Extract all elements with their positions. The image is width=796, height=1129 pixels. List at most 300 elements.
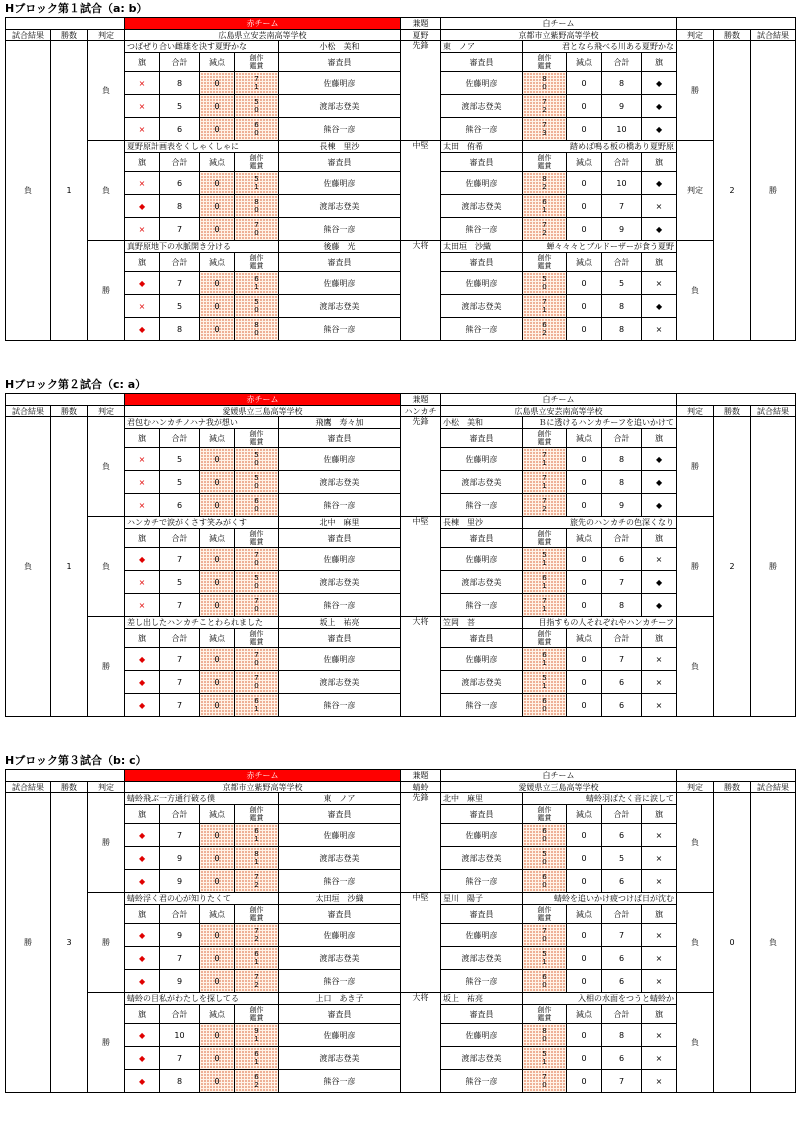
red-appreciation: 2 xyxy=(254,935,259,943)
red-total: 10 xyxy=(160,1024,200,1047)
result-label: 試合結果 xyxy=(6,782,51,793)
white-bout-judge: 負 xyxy=(677,793,714,893)
judge-name: 熊谷一彦 xyxy=(279,218,401,241)
deduct-label: 減点 xyxy=(200,629,235,648)
red-deduct: 0 xyxy=(200,1047,235,1070)
red-appreciation: 0 xyxy=(254,659,259,667)
white-flag-mark: × xyxy=(642,847,677,870)
judge-name: 渡部志登美 xyxy=(279,671,401,694)
white-appreciation: 0 xyxy=(542,1035,547,1043)
red-creation-appreciation xyxy=(235,95,279,118)
red-creation: 7 xyxy=(254,973,259,981)
red-haiku: 君包むハンカチノハナ我が想い xyxy=(125,417,279,429)
match-1 xyxy=(5,2,790,341)
red-player-name: 太田垣 沙織 xyxy=(279,893,401,905)
red-creation: 5 xyxy=(254,175,259,183)
judge-name: 熊谷一彦 xyxy=(441,494,523,517)
white-flag-mark: ◆ xyxy=(642,72,677,95)
white-creation-appreciation xyxy=(523,318,567,341)
red-deduct: 0 xyxy=(200,95,235,118)
white-deduct: 0 xyxy=(567,870,602,893)
red-flag-mark: ◆ xyxy=(125,1070,160,1093)
red-deduct: 0 xyxy=(200,295,235,318)
flag-label: 旗 xyxy=(125,529,160,548)
red-haiku: 蜻蛉浮く君の心が知りたくて xyxy=(125,893,279,905)
flag-label: 旗 xyxy=(642,905,677,924)
appreciation-label: 鑑賞 xyxy=(537,262,552,270)
creation-appreciation-label xyxy=(523,529,567,548)
white-appreciation: 0 xyxy=(542,881,547,889)
white-creation: 7 xyxy=(542,98,547,106)
creation-label: 創作 xyxy=(537,1006,552,1014)
white-creation: 6 xyxy=(542,873,547,881)
flag-label: 旗 xyxy=(642,153,677,172)
white-total: 10 xyxy=(602,172,642,195)
white-deduct: 0 xyxy=(567,172,602,195)
white-appreciation: 1 xyxy=(542,659,547,667)
creation-appreciation-label xyxy=(523,253,567,272)
red-creation: 8 xyxy=(254,850,259,858)
red-total: 7 xyxy=(160,694,200,717)
red-deduct: 0 xyxy=(200,671,235,694)
flag-label: 旗 xyxy=(125,629,160,648)
appreciation-label: 鑑賞 xyxy=(537,62,552,70)
judge-label: 判定 xyxy=(677,782,714,793)
red-match-result: 勝 xyxy=(6,793,51,1093)
appreciation-label: 鑑賞 xyxy=(537,814,552,822)
wins-label: 勝数 xyxy=(714,406,751,417)
judge-name: 熊谷一彦 xyxy=(279,1070,401,1093)
white-flag-mark: × xyxy=(642,824,677,847)
red-total: 7 xyxy=(160,272,200,295)
appreciation-label: 鑑賞 xyxy=(537,162,552,170)
white-creation: 6 xyxy=(542,827,547,835)
white-flag-mark: × xyxy=(642,195,677,218)
red-haiku: 真野原地下の水脈開き分ける xyxy=(125,241,279,253)
judge-name: 佐藤明彦 xyxy=(279,648,401,671)
red-bout-judge: 勝 xyxy=(88,617,125,717)
white-player-name: 太田 侑希 xyxy=(441,141,523,153)
match-title: Hブロック第３試合（b: c） xyxy=(5,754,147,767)
total-label: 合計 xyxy=(602,53,642,72)
white-appreciation: 0 xyxy=(542,835,547,843)
white-match-result: 負 xyxy=(751,793,796,1093)
deduct-label: 減点 xyxy=(200,153,235,172)
appreciation-label: 鑑賞 xyxy=(249,438,264,446)
deduct-label: 減点 xyxy=(200,805,235,824)
deduct-label: 減点 xyxy=(200,429,235,448)
appreciation-label: 鑑賞 xyxy=(537,638,552,646)
white-creation: 8 xyxy=(542,1027,547,1035)
theme-value: 夏野 xyxy=(401,30,441,41)
deduct-label: 減点 xyxy=(200,53,235,72)
red-bout-judge: 勝 xyxy=(88,793,125,893)
white-player-name: 東 ノア xyxy=(441,41,523,53)
red-deduct: 0 xyxy=(200,118,235,141)
judge-label: 判定 xyxy=(88,782,125,793)
total-label: 合計 xyxy=(160,1005,200,1024)
judges-label: 審査員 xyxy=(441,905,523,924)
red-total: 9 xyxy=(160,970,200,993)
flag-label: 旗 xyxy=(642,1005,677,1024)
white-bout-judge: 勝 xyxy=(677,417,714,517)
red-deduct: 0 xyxy=(200,272,235,295)
white-creation: 7 xyxy=(542,1073,547,1081)
judge-name: 熊谷一彦 xyxy=(441,318,523,341)
judges-label: 審査員 xyxy=(279,53,401,72)
creation-label: 創作 xyxy=(537,254,552,262)
red-flag-mark: ◆ xyxy=(125,318,160,341)
white-player-name: 小松 美和 xyxy=(441,417,523,429)
red-deduct: 0 xyxy=(200,448,235,471)
deduct-label: 減点 xyxy=(567,153,602,172)
bout-position: 大将 xyxy=(401,617,441,717)
creation-label: 創作 xyxy=(537,630,552,638)
judge-name: 熊谷一彦 xyxy=(441,118,523,141)
creation-appreciation-label xyxy=(523,905,567,924)
red-player-name: 北中 麻里 xyxy=(279,517,401,529)
white-total: 7 xyxy=(602,648,642,671)
white-creation-appreciation xyxy=(523,924,567,947)
judges-label: 審査員 xyxy=(279,905,401,924)
red-flag-mark: ◆ xyxy=(125,824,160,847)
red-deduct: 0 xyxy=(200,1024,235,1047)
white-deduct: 0 xyxy=(567,295,602,318)
red-total: 8 xyxy=(160,72,200,95)
red-appreciation: 0 xyxy=(254,306,259,314)
red-flag-mark: ◆ xyxy=(125,924,160,947)
bout-haiku-row xyxy=(6,893,796,905)
white-total: 8 xyxy=(602,594,642,617)
flag-label: 旗 xyxy=(125,253,160,272)
judges-label: 審査員 xyxy=(441,529,523,548)
bout-position: 先鋒 xyxy=(401,793,441,893)
white-haiku: 入相の水面をつうと蜻蛉か xyxy=(523,993,677,1005)
red-total: 8 xyxy=(160,1070,200,1093)
white-flag-mark: × xyxy=(642,870,677,893)
white-appreciation: 0 xyxy=(542,705,547,713)
white-player-name: 長棟 里沙 xyxy=(441,517,523,529)
judge-name: 熊谷一彦 xyxy=(279,118,401,141)
judges-label: 審査員 xyxy=(441,1005,523,1024)
judge-name: 佐藤明彦 xyxy=(441,548,523,571)
red-player-name: 東 ノア xyxy=(279,793,401,805)
judge-name: 渡部志登美 xyxy=(279,571,401,594)
white-appreciation: 2 xyxy=(542,329,547,337)
red-appreciation: 1 xyxy=(254,835,259,843)
red-deduct: 0 xyxy=(200,870,235,893)
white-total: 8 xyxy=(602,448,642,471)
appreciation-label: 鑑賞 xyxy=(537,538,552,546)
red-total: 9 xyxy=(160,924,200,947)
result-label: 試合結果 xyxy=(751,406,796,417)
white-bout-judge: 勝 xyxy=(677,517,714,617)
white-creation: 6 xyxy=(542,651,547,659)
red-creation-appreciation xyxy=(235,72,279,95)
judge-name: 佐藤明彦 xyxy=(441,924,523,947)
red-flag-mark: × xyxy=(125,494,160,517)
white-haiku: 蜻蛉を追いかけ疲つけば日が沈む xyxy=(523,893,677,905)
deduct-label: 減点 xyxy=(200,905,235,924)
red-creation: 6 xyxy=(254,1073,259,1081)
white-flag-mark: × xyxy=(642,694,677,717)
red-flag-mark: × xyxy=(125,72,160,95)
red-creation-appreciation xyxy=(235,318,279,341)
white-creation: 5 xyxy=(542,275,547,283)
red-player-name: 坂上 祐亮 xyxy=(279,617,401,629)
red-appreciation: 1 xyxy=(254,83,259,91)
red-appreciation: 0 xyxy=(254,682,259,690)
white-creation-appreciation xyxy=(523,671,567,694)
white-bout-judge: 判定 xyxy=(677,141,714,241)
wins-label: 勝数 xyxy=(714,30,751,41)
white-creation-appreciation xyxy=(523,870,567,893)
result-label: 試合結果 xyxy=(6,30,51,41)
red-creation-appreciation xyxy=(235,295,279,318)
red-total: 9 xyxy=(160,870,200,893)
white-deduct: 0 xyxy=(567,548,602,571)
deduct-label: 減点 xyxy=(567,629,602,648)
wins-label: 勝数 xyxy=(51,30,88,41)
red-bout-judge: 負 xyxy=(88,417,125,517)
creation-appreciation-label xyxy=(523,1005,567,1024)
total-label: 合計 xyxy=(160,805,200,824)
flag-label: 旗 xyxy=(642,805,677,824)
red-appreciation: 2 xyxy=(254,981,259,989)
bout-position: 中堅 xyxy=(401,517,441,617)
creation-label: 創作 xyxy=(249,54,264,62)
wins-label: 勝数 xyxy=(714,782,751,793)
red-creation-appreciation xyxy=(235,1047,279,1070)
red-creation-appreciation xyxy=(235,947,279,970)
creation-appreciation-label xyxy=(235,53,279,72)
red-bout-judge: 負 xyxy=(88,41,125,141)
red-total: 9 xyxy=(160,847,200,870)
red-deduct: 0 xyxy=(200,218,235,241)
white-total: 8 xyxy=(602,318,642,341)
deduct-label: 減点 xyxy=(200,529,235,548)
judge-name: 熊谷一彦 xyxy=(279,694,401,717)
wins-label: 勝数 xyxy=(51,406,88,417)
creation-label: 創作 xyxy=(537,54,552,62)
total-label: 合計 xyxy=(160,53,200,72)
white-bout-judge: 勝 xyxy=(677,41,714,141)
red-appreciation: 1 xyxy=(254,183,259,191)
red-creation-appreciation xyxy=(235,118,279,141)
red-appreciation: 0 xyxy=(254,206,259,214)
red-creation: 7 xyxy=(254,75,259,83)
white-flag-mark: × xyxy=(642,272,677,295)
creation-appreciation-label xyxy=(235,629,279,648)
red-deduct: 0 xyxy=(200,824,235,847)
creation-appreciation-label xyxy=(235,253,279,272)
red-total: 5 xyxy=(160,295,200,318)
judge-name: 渡部志登美 xyxy=(441,1047,523,1070)
red-creation: 6 xyxy=(254,827,259,835)
red-flag-mark: ◆ xyxy=(125,1024,160,1047)
creation-label: 創作 xyxy=(537,806,552,814)
white-flag-mark: ◆ xyxy=(642,448,677,471)
judge-name: 渡部志登美 xyxy=(279,947,401,970)
red-team-header: 赤チーム xyxy=(125,18,401,30)
creation-label: 創作 xyxy=(249,154,264,162)
white-creation-appreciation xyxy=(523,648,567,671)
white-deduct: 0 xyxy=(567,1047,602,1070)
judges-label: 審査員 xyxy=(279,1005,401,1024)
bout-position: 中堅 xyxy=(401,141,441,241)
white-total: 8 xyxy=(602,72,642,95)
red-creation-appreciation xyxy=(235,1070,279,1093)
red-creation: 7 xyxy=(254,221,259,229)
total-label: 合計 xyxy=(602,153,642,172)
judges-label: 審査員 xyxy=(441,805,523,824)
white-appreciation: 1 xyxy=(542,559,547,567)
white-creation-appreciation xyxy=(523,494,567,517)
appreciation-label: 鑑賞 xyxy=(537,438,552,446)
white-total: 6 xyxy=(602,970,642,993)
red-haiku: 夏野原計画表をくしゃくしゃに xyxy=(125,141,279,153)
creation-label: 創作 xyxy=(537,530,552,538)
judge-name: 渡部志登美 xyxy=(441,947,523,970)
blank xyxy=(677,394,796,406)
white-team-header: 白チーム xyxy=(441,18,677,30)
total-label: 合計 xyxy=(602,429,642,448)
red-flag-mark: × xyxy=(125,594,160,617)
white-haiku: Ｂに透けるハンカチーフを追いかけて xyxy=(523,417,677,429)
white-deduct: 0 xyxy=(567,318,602,341)
white-creation-appreciation xyxy=(523,272,567,295)
bout-position: 先鋒 xyxy=(401,41,441,141)
red-appreciation: 0 xyxy=(254,482,259,490)
red-appreciation: 0 xyxy=(254,559,259,567)
white-creation-appreciation xyxy=(523,295,567,318)
judge-label: 判定 xyxy=(88,30,125,41)
judge-name: 熊谷一彦 xyxy=(279,970,401,993)
red-creation: 5 xyxy=(254,451,259,459)
white-creation: 6 xyxy=(542,321,547,329)
red-creation: 5 xyxy=(254,298,259,306)
white-player-name: 坂上 祐亮 xyxy=(441,993,523,1005)
creation-label: 創作 xyxy=(537,906,552,914)
deduct-label: 減点 xyxy=(200,253,235,272)
white-deduct: 0 xyxy=(567,272,602,295)
red-deduct: 0 xyxy=(200,970,235,993)
judge-name: 渡部志登美 xyxy=(441,471,523,494)
theme-header: 兼題 xyxy=(401,770,441,782)
red-flag-mark: × xyxy=(125,172,160,195)
bout-position: 大将 xyxy=(401,241,441,341)
judge-name: 渡部志登美 xyxy=(441,295,523,318)
appreciation-label: 鑑賞 xyxy=(249,814,264,822)
red-creation-appreciation xyxy=(235,218,279,241)
red-creation-appreciation xyxy=(235,824,279,847)
red-player-name: 長棟 里沙 xyxy=(279,141,401,153)
creation-label: 創作 xyxy=(249,630,264,638)
red-creation-appreciation xyxy=(235,172,279,195)
deduct-label: 減点 xyxy=(567,905,602,924)
bout-haiku-row xyxy=(6,617,796,629)
judge-name: 熊谷一彦 xyxy=(441,970,523,993)
white-team-header: 白チーム xyxy=(441,770,677,782)
white-deduct: 0 xyxy=(567,118,602,141)
red-flag-mark: ◆ xyxy=(125,1047,160,1070)
bout-haiku-row xyxy=(6,41,796,53)
white-creation: 7 xyxy=(542,927,547,935)
creation-label: 創作 xyxy=(537,430,552,438)
white-flag-mark: ◆ xyxy=(642,118,677,141)
judge-name: 佐藤明彦 xyxy=(279,448,401,471)
white-appreciation: 1 xyxy=(542,582,547,590)
white-flag-mark: × xyxy=(642,671,677,694)
white-wins: 0 xyxy=(714,793,751,1093)
red-creation: 5 xyxy=(254,98,259,106)
flag-label: 旗 xyxy=(125,1005,160,1024)
red-haiku: ハンカチで涙がくさす笑みがくす xyxy=(125,517,279,529)
red-creation-appreciation xyxy=(235,548,279,571)
white-total: 8 xyxy=(602,295,642,318)
judge-name: 佐藤明彦 xyxy=(441,172,523,195)
flag-label: 旗 xyxy=(642,53,677,72)
white-deduct: 0 xyxy=(567,648,602,671)
blank xyxy=(6,770,125,782)
score-table xyxy=(5,393,796,717)
judge-name: 渡部志登美 xyxy=(441,847,523,870)
flag-label: 旗 xyxy=(125,805,160,824)
white-total: 6 xyxy=(602,824,642,847)
red-total: 7 xyxy=(160,1047,200,1070)
creation-appreciation-label xyxy=(235,805,279,824)
red-deduct: 0 xyxy=(200,694,235,717)
judge-name: 佐藤明彦 xyxy=(441,448,523,471)
red-school: 広島県立安芸南高等学校 xyxy=(125,30,401,41)
white-haiku: 君となら飛べる川ある夏野かな xyxy=(523,41,677,53)
white-deduct: 0 xyxy=(567,218,602,241)
red-flag-mark: ◆ xyxy=(125,272,160,295)
white-appreciation: 0 xyxy=(542,283,547,291)
white-flag-mark: ◆ xyxy=(642,172,677,195)
judges-label: 審査員 xyxy=(279,153,401,172)
white-creation: 7 xyxy=(542,497,547,505)
white-deduct: 0 xyxy=(567,448,602,471)
red-appreciation: 0 xyxy=(254,229,259,237)
deduct-label: 減点 xyxy=(567,253,602,272)
creation-label: 創作 xyxy=(249,430,264,438)
appreciation-label: 鑑賞 xyxy=(249,262,264,270)
white-appreciation: 2 xyxy=(542,183,547,191)
judges-label: 審査員 xyxy=(279,429,401,448)
red-appreciation: 1 xyxy=(254,283,259,291)
theme-header: 兼題 xyxy=(401,18,441,30)
result-label: 試合結果 xyxy=(751,782,796,793)
red-wins: 3 xyxy=(51,793,88,1093)
theme-header: 兼題 xyxy=(401,394,441,406)
appreciation-label: 鑑賞 xyxy=(249,62,264,70)
white-total: 8 xyxy=(602,1024,642,1047)
white-appreciation: 0 xyxy=(542,858,547,866)
white-haiku: 踏めば鳴る板の橋あり夏野原 xyxy=(523,141,677,153)
red-flag-mark: ◆ xyxy=(125,694,160,717)
white-creation-appreciation xyxy=(523,594,567,617)
white-flag-mark: ◆ xyxy=(642,571,677,594)
creation-label: 創作 xyxy=(249,806,264,814)
white-total: 10 xyxy=(602,118,642,141)
match-title: Hブロック第２試合（c: a） xyxy=(5,378,147,391)
white-appreciation: 1 xyxy=(542,605,547,613)
red-creation: 6 xyxy=(254,275,259,283)
flag-label: 旗 xyxy=(125,429,160,448)
white-bout-judge: 負 xyxy=(677,617,714,717)
judge-name: 渡部志登美 xyxy=(279,295,401,318)
